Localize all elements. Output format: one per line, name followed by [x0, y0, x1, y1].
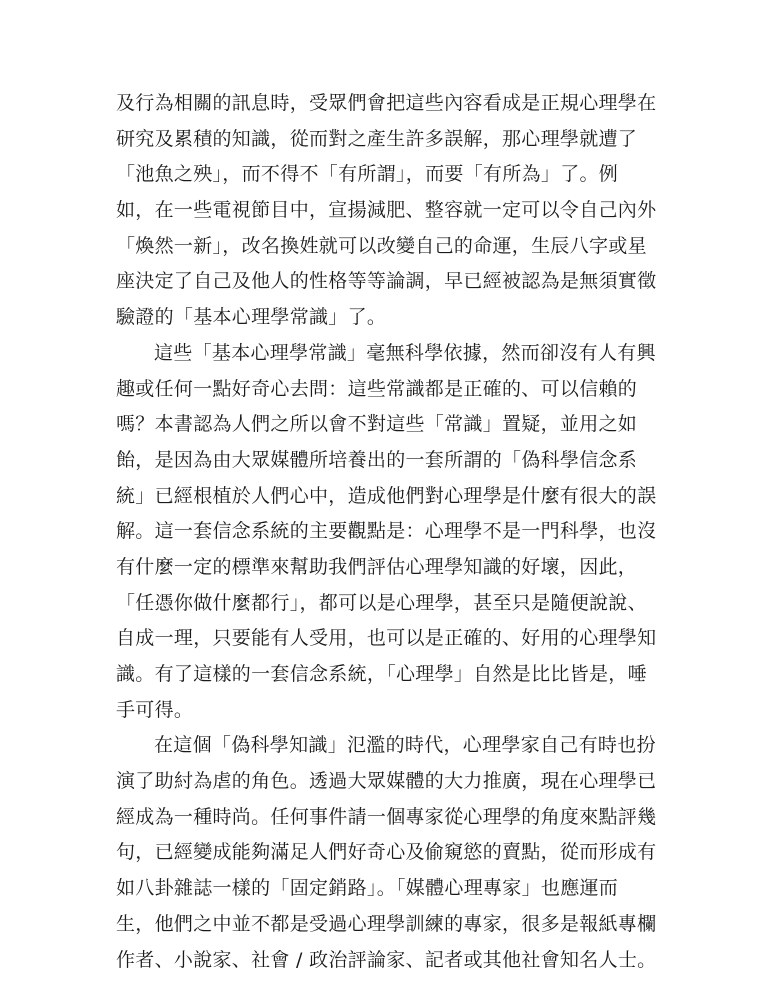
text-line: 「煥然一新」，改名換姓就可以改變自己的命運，生辰八字或星 — [116, 234, 647, 257]
text-line: 嗎？本書認為人們之所以會不對這些「常識」置疑，並用之如 — [116, 413, 638, 436]
paragraph-first-line: 這些「基本心理學常識」毫無科學依據，然而卻沒有人有興 — [154, 341, 656, 364]
body-text — [116, 86, 661, 978]
text-line: 如八卦雜誌一樣的「固定銷路」。「媒體心理專家」也應運而 — [116, 877, 619, 900]
text-line: 「任憑你做什麼都行」，都可以是心理學，甚至只是隨便說說、 — [116, 591, 647, 614]
text-line: 演了助紂為虐的角色。透過大眾媒體的大力推廣，現在心理學已 — [116, 770, 657, 793]
text-line: 研究及累積的知識，從而對之產生許多誤解，那心理學就遭了 — [116, 127, 638, 150]
text-line: 經成為一種時尚。任何事件請一個專家從心理學的角度來點評幾 — [116, 805, 657, 828]
text-line: 座決定了自己及他人的性格等等論調，早已經被認為是無須實徵 — [116, 270, 657, 293]
text-line: 及行為相關的訊息時，受眾們會把這些內容看成是正規心理學在 — [116, 92, 657, 114]
text-line: 驗證的「基本心理學常識」了。 — [116, 306, 387, 329]
text-line: 如，在一些電視節目中，宣揚減肥、整容就一定可以令自己內外 — [116, 199, 657, 222]
text-line: 解。這一套信念系統的主要觀點是：心理學不是一門科學，也沒 — [116, 520, 657, 543]
text-line: 趣或任何一點好奇心去問：這些常識都是正確的、可以信賴的 — [116, 377, 638, 400]
text-line: 有什麼一定的標準來幫助我們評估心理學知識的好壞，因此， — [116, 555, 638, 578]
text-line: 識。有了這樣的一套信念系統，「心理學」自然是比比皆是，唾 — [116, 663, 647, 685]
text-line: 「池魚之殃」，而不得不「有所謂」，而要「有所為」了。例 — [116, 163, 619, 186]
text-line: 飴，是因為由大眾媒體所培養出的一套所謂的「偽科學信念系 — [116, 448, 638, 471]
text-line: 生，他們之中並不都是受過心理學訓練的專家，很多是報紙專欄 — [116, 912, 657, 935]
text-line: 手可得。 — [116, 698, 194, 721]
text-line: 作者、小說家、社會 / 政治評論家、記者或其他社會知名人士。 — [116, 948, 657, 971]
text-line: 統」已經根植於人們心中，造成他們對心理學是什麼有很大的誤 — [116, 484, 657, 507]
text-line: 句，已經變成能夠滿足人們好奇心及偷窺慾的賣點，從而形成有 — [116, 841, 657, 864]
paragraph-first-line: 在這個「偽科學知識」氾濫的時代，心理學家自己有時也扮 — [154, 734, 656, 757]
text-line: 自成一理，只要能有人受用，也可以是正確的、好用的心理學知 — [116, 627, 657, 650]
